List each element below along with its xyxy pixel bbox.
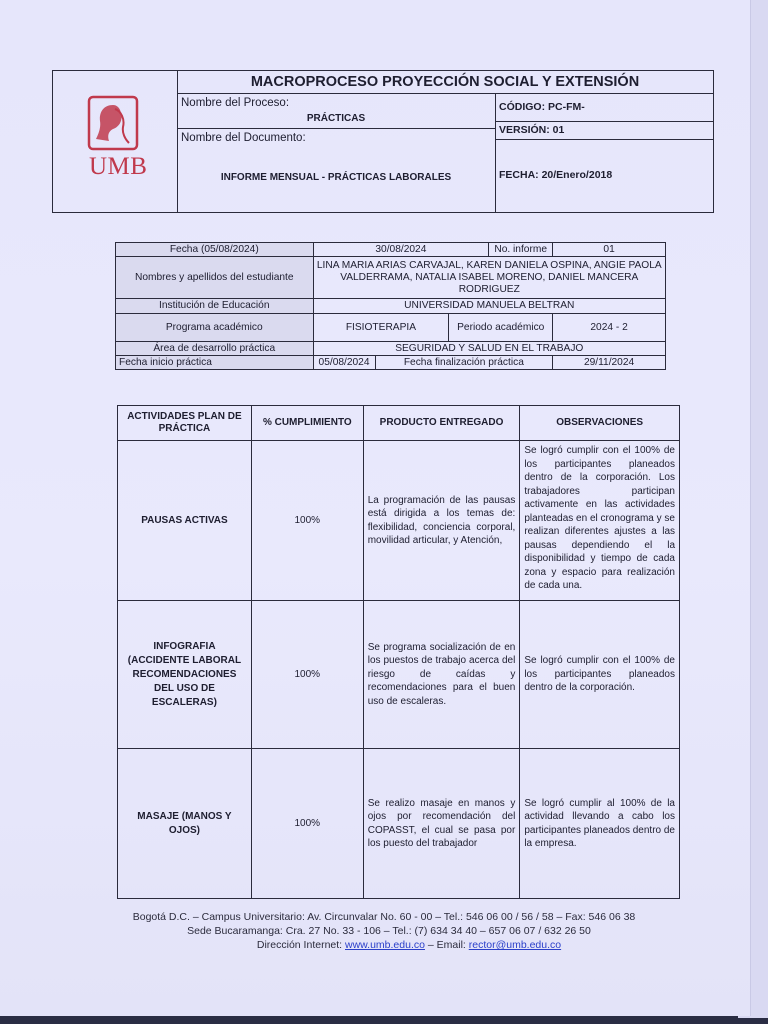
- col-actividades: ACTIVIDADES PLAN DE PRÁCTICA: [118, 406, 252, 441]
- col-observaciones: OBSERVACIONES: [520, 406, 680, 441]
- activity-name: MASAJE (MANOS Y OJOS): [118, 749, 252, 899]
- nombres-label: Nombres y apellidos del estudiante: [116, 257, 314, 299]
- col-cumplimiento: % CUMPLIMIENTO: [251, 406, 363, 441]
- codigo: CÓDIGO: PC-FM-: [495, 93, 713, 122]
- activity-pct: 100%: [251, 601, 363, 749]
- table-row: [118, 441, 680, 601]
- fin-label: Fecha finalización práctica: [375, 356, 553, 370]
- inicio-value: 05/08/2024: [313, 356, 375, 370]
- logo-text: UMB: [89, 153, 148, 180]
- documento-value: INFORME MENSUAL - PRÁCTICAS LABORALES: [220, 172, 452, 183]
- activities-table: [117, 405, 680, 899]
- document-header: [52, 70, 714, 213]
- area-label: Área de desarrollo práctica: [116, 342, 314, 356]
- footer-line-bucaramanga: Sede Bucaramanga: Cra. 27 No. 33 - 106 – Tel.: (7) 634 34 40 – 657 06 07 / 632 26 50: [187, 925, 591, 937]
- table-row: [118, 601, 680, 749]
- fecha-label: Fecha (05/08/2024): [116, 243, 314, 257]
- activity-name: PAUSAS ACTIVAS: [118, 441, 252, 601]
- footer-line-bogota: Bogotá D.C. – Campus Universitario: Av. Circunvalar No. 60 - 00 – Tel.: 546 06 00 / 56 / 58 – Fax: 546 06 38: [132, 911, 636, 923]
- fecha-value: 30/08/2024: [313, 243, 489, 257]
- documento-label: Nombre del Documento:: [181, 132, 306, 144]
- info-table: [115, 242, 666, 370]
- no-informe-value: 01: [553, 243, 666, 257]
- activity-observaciones: Se logró cumplir con el 100% de los participantes planeados dentro de la corporación.: [520, 601, 680, 749]
- activity-name: INFOGRAFIA (ACCIDENTE LABORAL RECOMENDACIONES DEL USO DE ESCALERAS): [118, 601, 252, 749]
- institucion-value: UNIVERSIDAD MANUELA BELTRAN: [313, 299, 665, 314]
- footer: [0, 910, 768, 952]
- umb-logo-icon: [87, 95, 139, 151]
- col-producto: PRODUCTO ENTREGADO: [363, 406, 520, 441]
- activity-pct: 100%: [251, 749, 363, 899]
- activity-observaciones: Se logró cumplir con el 100% de los participantes planeados dentro de la corporación. Los trabajadores participan activamente en las actividades planteadas en el cronograma y se realizan diferentes ajustes a las pausas dependiendo el la disponibilidad y tiempo de cada zona y espacio para realización de cada una.: [520, 441, 680, 601]
- proceso-label: Nombre del Proceso:: [181, 97, 290, 109]
- institucion-label: Institución de Educación: [116, 299, 314, 314]
- fin-value: 29/11/2024: [553, 356, 666, 370]
- programa-value: FISIOTERAPIA: [313, 314, 449, 342]
- periodo-label: Periodo académico: [449, 314, 553, 342]
- programa-label: Programa académico: [116, 314, 314, 342]
- footer-internet-label: Dirección Internet:: [256, 939, 345, 951]
- fecha-documento: FECHA: 20/Enero/2018: [499, 169, 613, 181]
- activities-header-row: [118, 406, 680, 441]
- email-link[interactable]: rector@umb.edu.co: [468, 939, 562, 951]
- activity-producto: Se realizo masaje en manos y ojos por recomendación del COPASST, el cual se pasa por los puesto del trabajador: [363, 749, 520, 899]
- proceso-cell: [177, 93, 496, 129]
- no-informe-label: No. informe: [489, 243, 553, 257]
- macroproceso-title: MACROPROCESO PROYECCIÓN SOCIAL Y EXTENSIÓN: [177, 71, 713, 94]
- activity-producto: Se programa socialización de en los puestos de trabajo acerca del riesgo de caídas y recomendaciones para el buen uso de escaleras.: [363, 601, 520, 749]
- version: VERSIÓN: 01: [495, 121, 713, 140]
- nombres-value: LINA MARIA ARIAS CARVAJAL, KAREN DANIELA OSPINA, ANGIE PAOLA VALDERRAMA, NATALIA ISABEL MORENO, DANIEL MANCERA RODRIGUEZ: [313, 257, 665, 299]
- inicio-label: Fecha inicio práctica: [116, 356, 314, 370]
- documento-cell: [177, 128, 496, 212]
- footer-email-label: – Email:: [424, 939, 469, 951]
- website-link[interactable]: www.umb.edu.co: [345, 939, 425, 951]
- footer-line-contact: [0, 938, 768, 952]
- logo-cell: [53, 71, 178, 212]
- activity-observaciones: Se logró cumplir al 100% de la actividad llevando a cabo los participantes planeados dentro de la empresa.: [520, 749, 680, 899]
- activity-pct: 100%: [251, 441, 363, 601]
- area-value: SEGURIDAD Y SALUD EN EL TRABAJO: [313, 342, 665, 356]
- activity-producto: La programación de las pausas está dirigida a los temas de: flexibilidad, conciencia corporal, movilidad articular, y Atención,: [363, 441, 520, 601]
- table-row: [118, 749, 680, 899]
- proceso-value: PRÁCTICAS: [306, 113, 366, 124]
- periodo-value: 2024 - 2: [553, 314, 666, 342]
